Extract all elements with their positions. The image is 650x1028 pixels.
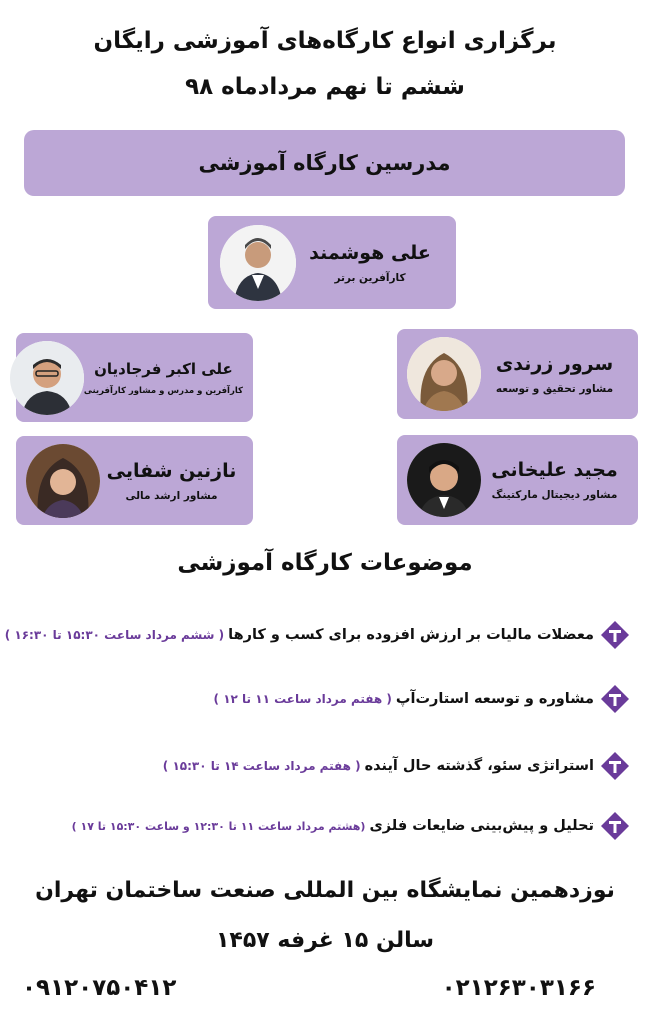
avatar: [407, 443, 481, 517]
topic-time: ( هفتم مرداد ساعت ۱۱ تا ۱۲ ): [213, 692, 392, 706]
header-title: برگزاری انواع کارگاه‌های آموزشی رایگان: [93, 28, 557, 54]
instructor-card-main: [208, 216, 456, 309]
topic-text: استراتژی سئو، گذشته حال آینده: [364, 758, 594, 774]
purple-t-bullet-icon: [600, 751, 630, 781]
instructor-card-left-top: [16, 333, 253, 422]
topic-time: (هشتم مرداد ساعت ۱۱ تا ۱۲:۳۰ و ساعت ۱۵:۳۰ تا ۱۷ ): [71, 819, 366, 833]
instructor-name: نازنین شفایی: [106, 459, 237, 482]
topic-time: ( هفتم مرداد ساعت ۱۴ تا ۱۵:۳۰ ): [162, 759, 361, 773]
phone-number-mobile: ۰۹۱۲۰۷۵۰۴۱۲: [22, 975, 177, 1001]
instructor-role: مشاور ارشد مالی: [125, 489, 218, 502]
topic-item: [214, 682, 630, 716]
instructor-card-right-top: [397, 329, 638, 419]
topic-text: تحلیل و پیش‌بینی ضایعات فلزی: [369, 818, 594, 834]
topics-title: موضوعات کارگاه آموزشی: [177, 550, 473, 576]
instructor-role: کارآفرین و مدرس و مشاور کارآفرینی: [83, 385, 243, 396]
footer-booth: سالن ۱۵ غرفه ۱۴۵۷: [216, 928, 434, 953]
instructor-name: مجید علیخانی: [491, 459, 618, 481]
instructor-name: علی اکبر فرجادیان: [94, 359, 233, 378]
instructor-role: کارآفرین برتر: [334, 271, 406, 284]
instructor-card-right-bottom: [397, 435, 638, 525]
phone-number-landline: ۰۲۱۲۶۳۰۳۱۶۶: [441, 975, 596, 1001]
instructor-name: علی هوشمند: [309, 241, 431, 264]
topic-item: [5, 618, 630, 652]
avatar: [10, 341, 84, 415]
topic-text: معضلات مالیات بر ارزش افزوده برای کسب و کارها: [228, 627, 594, 643]
instructor-name: سرور زرندی: [495, 353, 614, 375]
purple-t-bullet-icon: [600, 684, 630, 714]
topic-item: [72, 809, 630, 843]
instructors-banner: مدرسین کارگاه آموزشی: [24, 130, 625, 196]
topic-time: ( ششم مرداد ساعت ۱۵:۳۰ تا ۱۶:۳۰ ): [4, 628, 225, 642]
purple-t-bullet-icon: [600, 620, 630, 650]
header-dates: ششم تا نهم مردادماه ۹۸: [185, 74, 465, 100]
topic-text: مشاوره و توسعه استارت‌آپ: [395, 691, 594, 707]
purple-t-bullet-icon: [600, 811, 630, 841]
instructor-card-left-bottom: [16, 436, 253, 525]
topic-item: [163, 749, 630, 783]
instructor-role: مشاور تحقیق و توسعه: [495, 383, 614, 395]
avatar: [220, 225, 296, 301]
avatar: [407, 337, 481, 411]
instructor-role: مشاور دیجیتال مارکتینگ: [491, 489, 618, 501]
avatar: [26, 444, 100, 518]
footer-venue: نوزدهمین نمایشگاه بین المللی صنعت ساختمان تهران: [35, 878, 615, 903]
